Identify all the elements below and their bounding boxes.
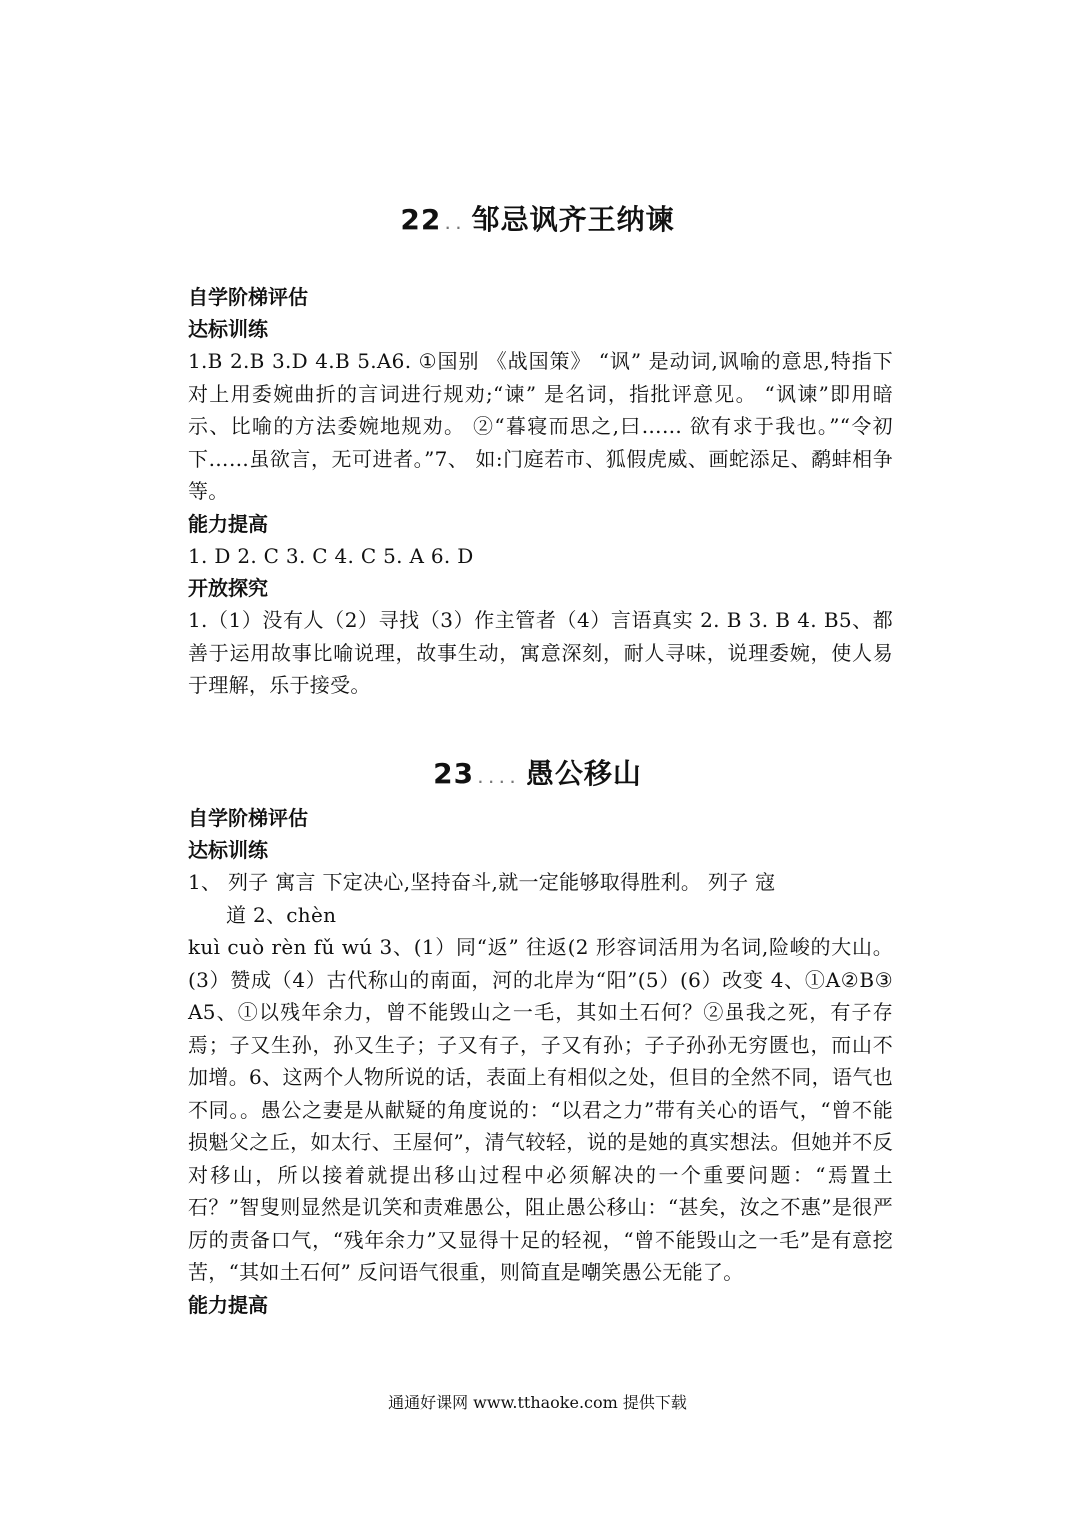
open-inquiry-answers: 1.（1）没有人（2）寻找（3）作主管者（4）言语真实 2. B 3. B 4. B5、都善于运用故事比喻说理，故事生动，寓意深刻，耐人寻味，说理委婉，使人易于理解，乐于接受。 <box>188 608 893 697</box>
footer-download-note: 通通好课网 www.tthaoke.com 提供下载 <box>388 1393 687 1412</box>
self-study-heading: 自学阶梯评估 <box>188 285 308 309</box>
lesson-22-title: 22 . . 邹忌讽齐王纳谏 <box>400 203 675 236</box>
lesson-23-title: 23 . . . . 愚公移山 <box>433 757 642 790</box>
lesson-23-title-text: 愚公移山 <box>525 757 642 790</box>
ability-heading: 能力提高 <box>188 1292 268 1317</box>
lesson-23-section <box>188 802 893 1321</box>
standard-training-answers: 1.B 2.B 3.D 4.B 5.A6. ①国别 《战国策》 “讽” 是动词,讽喻的意思,特指下对上用委婉曲折的言词进行规劝;“谏” 是名词，指批评意见。 “讽谏”即用暗示、比喻的方法委婉地规劝。 ②“暮寝而思之,曰…… 欲有求于我也。”“令初下……虽欲言，无可进者。”7、 如:门庭若市、狐假虎威、画蛇添足、鹬蚌相争等。 <box>188 349 893 503</box>
lesson-22-section <box>188 281 893 702</box>
ability-heading: 能力提高 <box>188 511 268 536</box>
standard-training-line-1: 1、 列子 寓言 下定决心,坚持奋斗,就一定能够取得胜利。 列子 寇 <box>188 870 776 894</box>
lesson-23-number: 23 <box>433 757 475 790</box>
lesson-22-title-text: 邹忌讽齐王纳谏 <box>471 203 675 236</box>
standard-training-line-2: 道 2、chèn <box>226 902 337 927</box>
ability-answers: 1. D 2. C 3. C 4. C 5. A 6. D <box>188 543 474 568</box>
standard-training-heading: 达标训练 <box>188 317 268 341</box>
standard-training-heading: 达标训练 <box>188 838 268 862</box>
lesson-22-number: 22 <box>400 203 442 236</box>
open-inquiry-heading: 开放探究 <box>188 576 268 600</box>
standard-training-answers: kuì cuò rèn fǔ wú 3、(1）同“返” 往返(2 形容词活用为名词,险峻的大山。(3）赞成（4）古代称山的南面，河的北岸为“阳”(5）(6）改变 4、①A②B③A5、①以残年余力，曾不能毁山之一毛，其如土石何？②虽我之死，有子存焉；子又生孙，孙又生子；子又有子，子又有孙；子子孙孙无穷匮也，而山不加增。6、这两个人物所说的话，表面上有相似之处，但目的全然不同，语气也不同。。愚公之妻是从献疑的角度说的：“以君之力”带有关心的语气，“曾不能损魁父之丘，如太行、王屋何”，清气较轻，说的是她的真实想法。但她并不反对移山，所以接着就提出移山过程中必须解决的一个重要问题：“焉置土石？”智叟则显然是讥笑和责难愚公，阻止愚公移山：“甚矣，汝之不惠”是很严厉的责备口气，“残年余力”又显得十足的轻视，“曾不能毁山之一毛”是有意挖苦，“其如土石何” 反问语气很重，则简直是嘲笑愚公无能了。 <box>188 935 893 1284</box>
self-study-heading: 自学阶梯评估 <box>188 806 308 830</box>
